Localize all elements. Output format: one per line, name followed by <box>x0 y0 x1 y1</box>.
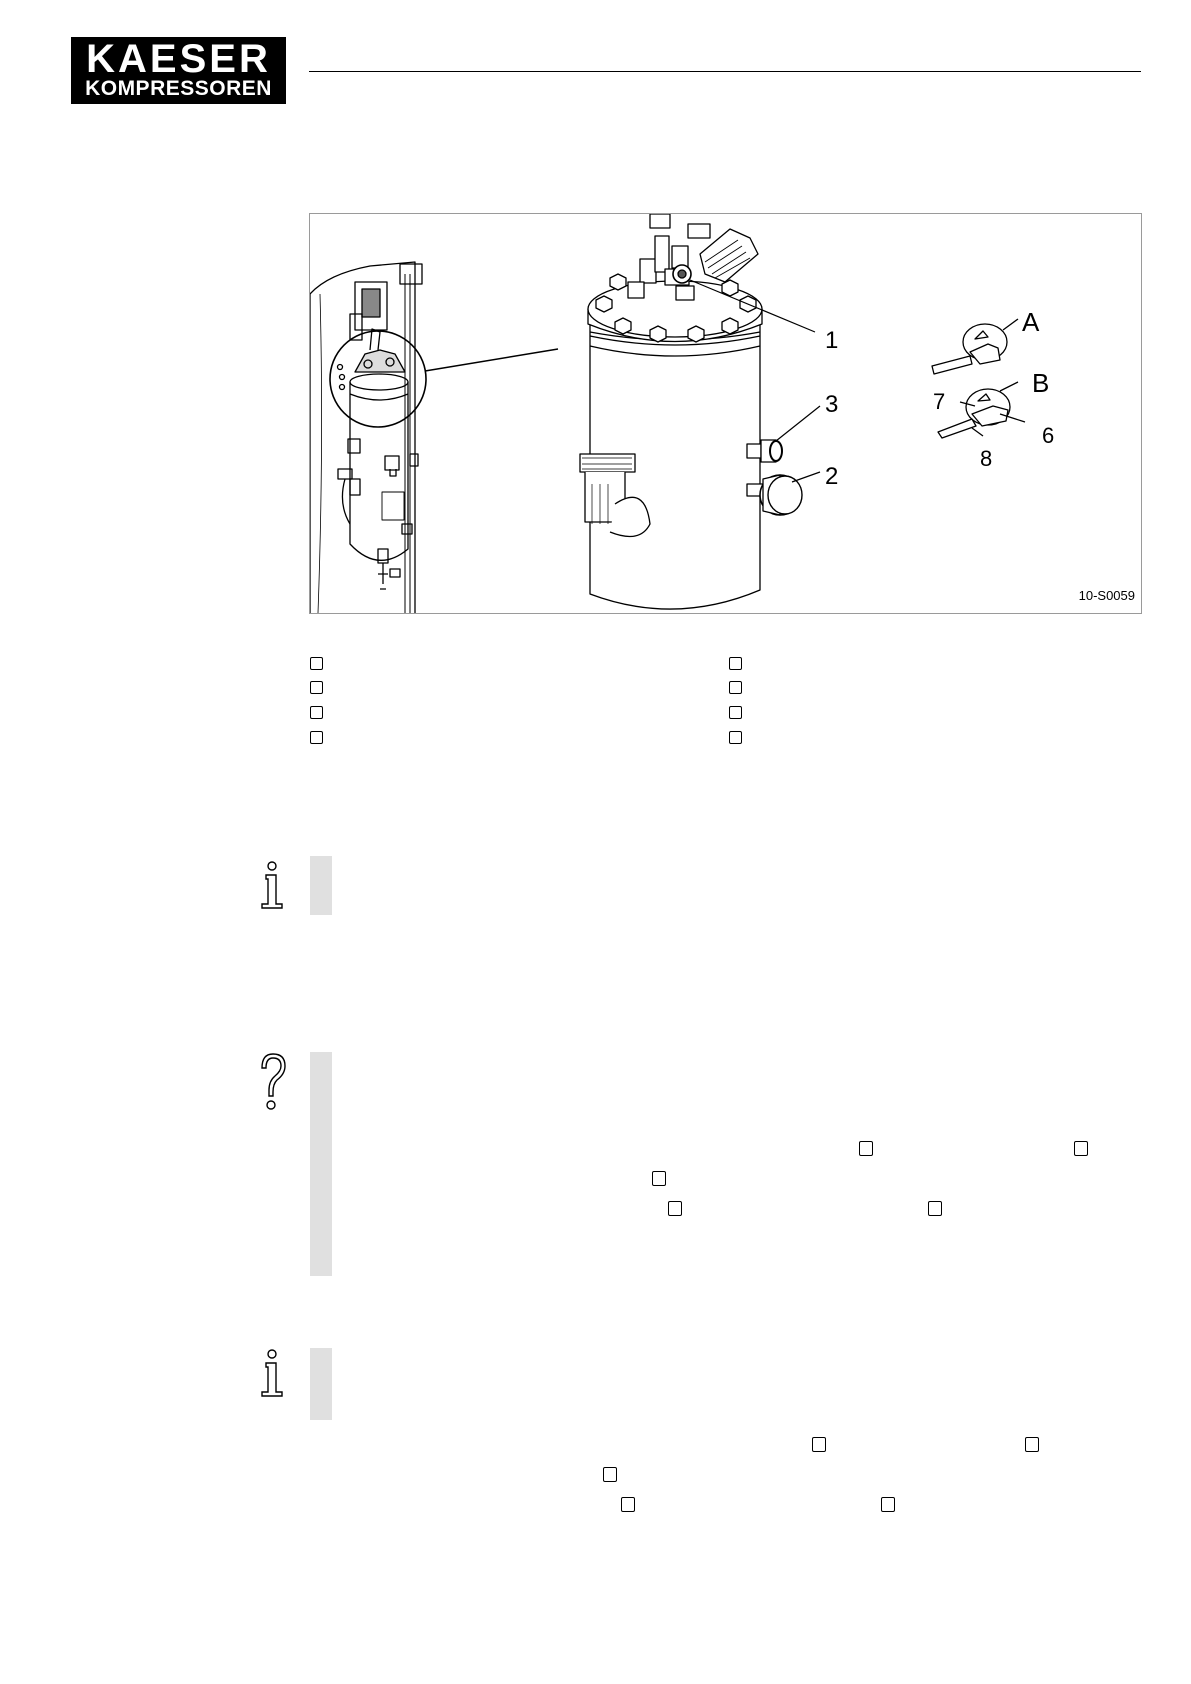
callout-a: A <box>1022 307 1040 337</box>
inline-reference-box <box>928 1201 942 1216</box>
legend-marker <box>729 706 742 719</box>
question-icon <box>258 1052 288 1119</box>
logo-line-1: KAESER <box>86 37 271 81</box>
info-icon <box>258 861 286 916</box>
header-rule <box>309 71 1141 72</box>
callout-8: 8 <box>980 446 993 471</box>
legend-marker <box>310 731 323 744</box>
inline-reference-box <box>859 1141 873 1156</box>
inline-reference-box <box>1074 1141 1088 1156</box>
inline-reference-box <box>652 1171 666 1186</box>
callout-1: 1 <box>825 327 839 354</box>
inline-reference-box <box>881 1497 895 1512</box>
inline-reference-box <box>621 1497 635 1512</box>
callout-7: 7 <box>933 389 946 414</box>
technical-figure <box>309 213 1142 614</box>
legend-marker <box>729 657 742 670</box>
logo-line-2: KOMPRESSOREN <box>85 77 272 100</box>
kaeser-logo <box>71 37 286 104</box>
note-bar <box>310 1052 332 1276</box>
legend-marker <box>310 706 323 719</box>
inline-reference-box <box>668 1201 682 1216</box>
inline-reference-box <box>1025 1437 1039 1452</box>
legend-marker <box>310 681 323 694</box>
callout-2: 2 <box>825 463 839 490</box>
callout-3: 3 <box>825 391 839 418</box>
note-bar <box>310 856 332 915</box>
inline-reference-box <box>812 1437 826 1452</box>
legend-marker <box>310 657 323 670</box>
callout-b: B <box>1032 368 1050 398</box>
legend-marker <box>729 681 742 694</box>
callout-6: 6 <box>1042 423 1055 448</box>
legend-marker <box>729 731 742 744</box>
figure-id: 10-S0059 <box>1078 588 1135 603</box>
info-icon <box>258 1349 286 1404</box>
note-bar <box>310 1348 332 1420</box>
illustration <box>310 214 1141 613</box>
inline-reference-box <box>603 1467 617 1482</box>
